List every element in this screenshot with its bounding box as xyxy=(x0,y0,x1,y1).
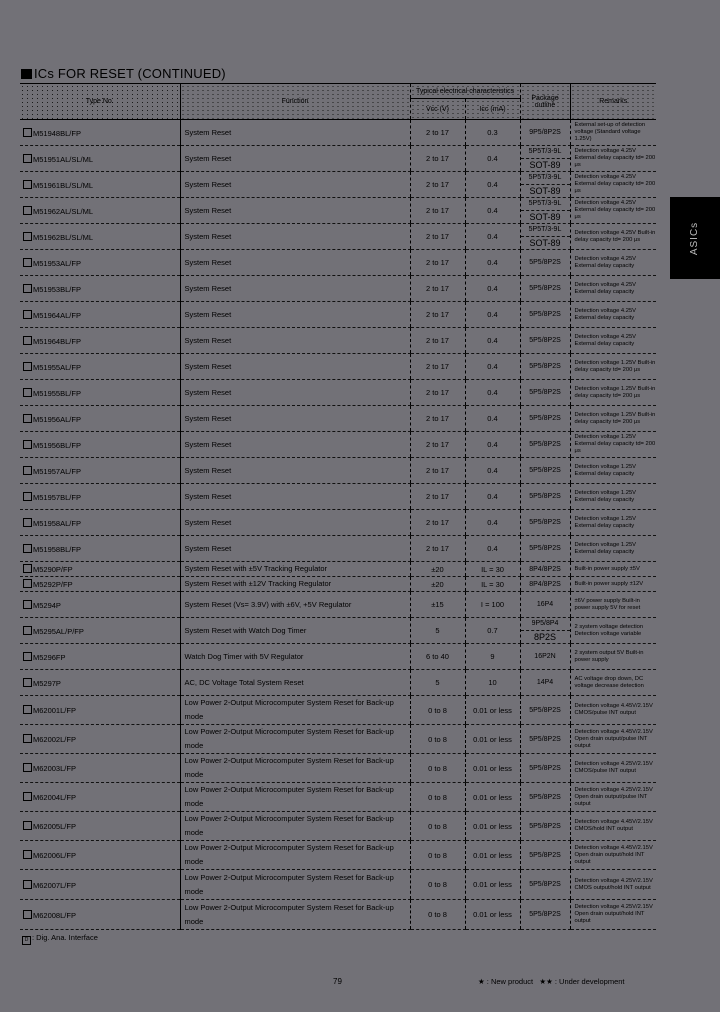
icc-cell: 0.4 xyxy=(465,224,520,250)
function-cell: System Reset xyxy=(180,224,410,250)
package-cell: 5P5/8P2S xyxy=(520,458,570,484)
package-cell: 5P5/8P2S xyxy=(520,812,570,841)
type-no-cell: M51953AL/FP xyxy=(20,250,180,276)
remarks-cell: Detection voltage 4.25V External delay capacity td= 200 μs xyxy=(570,172,656,198)
remarks-cell: Detection voltage 1.25V Built-in delay capacity td= 200 μs xyxy=(570,406,656,432)
function-cell: System Reset xyxy=(180,120,410,146)
package-cell: 5P5/8P2S xyxy=(520,783,570,812)
package-cell: 5P5/8P2S xyxy=(520,328,570,354)
product-status-icon xyxy=(23,626,32,635)
vcc-cell: 2 to 17 xyxy=(410,510,465,536)
table-row xyxy=(20,120,656,146)
remarks-cell: Detection voltage 1.25V External delay capacity xyxy=(570,484,656,510)
package-cell: 5P5T/3-9L SOT-89 xyxy=(520,146,570,172)
function-cell: Low Power 2-Output Microcomputer System Reset for Back-up mode xyxy=(180,900,410,930)
remarks-cell: Detection voltage 4.45V/2.15V Open drain output/pulse INT output xyxy=(570,725,656,754)
type-no-cell: M62006L/FP xyxy=(20,841,180,870)
header-remarks: Remarks xyxy=(570,84,656,120)
section-tab-asics[interactable]: ASICs xyxy=(670,197,720,279)
table-row xyxy=(20,618,656,644)
vcc-cell: 2 to 17 xyxy=(410,146,465,172)
product-status-icon xyxy=(23,336,32,345)
icc-cell: IL = 30 xyxy=(465,577,520,592)
package-cell: 9P5/8P2S xyxy=(520,120,570,146)
type-no-cell: M51957AL/FP xyxy=(20,458,180,484)
table-row xyxy=(20,198,656,224)
function-cell: System Reset xyxy=(180,380,410,406)
product-status-icon xyxy=(23,564,32,573)
table-row xyxy=(20,870,656,900)
function-cell: Low Power 2-Output Microcomputer System Reset for Back-up mode xyxy=(180,696,410,725)
vcc-cell: 2 to 17 xyxy=(410,224,465,250)
package-cell: 9P5/8P4 8P2S xyxy=(520,618,570,644)
type-no-cell: M51956AL/FP xyxy=(20,406,180,432)
page-title: ICs FOR RESET (CONTINUED) xyxy=(21,66,226,81)
table-row xyxy=(20,592,656,618)
icc-cell: 0.4 xyxy=(465,198,520,224)
function-cell: System Reset xyxy=(180,328,410,354)
type-no-cell: M62003L/FP xyxy=(20,754,180,783)
product-status-icon xyxy=(23,388,32,397)
icc-cell: 0.01 or less xyxy=(465,783,520,812)
vcc-cell: 0 to 8 xyxy=(410,870,465,900)
package-cell: 5P5/8P2S xyxy=(520,754,570,783)
type-no-cell: M5292P/FP xyxy=(20,577,180,592)
product-status-icon xyxy=(23,763,32,772)
remarks-cell: Detection voltage 1.25V External delay capacity xyxy=(570,536,656,562)
table-row xyxy=(20,900,656,930)
type-no-cell: M51951AL/SL/ML xyxy=(20,146,180,172)
vcc-cell: 6 to 40 xyxy=(410,644,465,670)
vcc-cell: 2 to 17 xyxy=(410,484,465,510)
package-cell: 5P5/8P2S xyxy=(520,302,570,328)
package-cell: 5P5/8P2S xyxy=(520,510,570,536)
header-package: Package outline xyxy=(520,84,570,120)
product-status-icon xyxy=(23,310,32,319)
table-row xyxy=(20,328,656,354)
icc-cell: 0.4 xyxy=(465,406,520,432)
header-type-no: Type No. xyxy=(20,84,180,120)
vcc-cell: 2 to 17 xyxy=(410,354,465,380)
remarks-cell: Detection voltage 4.25V/2.15V CMOS/pulse INT output xyxy=(570,754,656,783)
type-no-cell: M51962BL/SL/ML xyxy=(20,224,180,250)
type-no-cell: M51958AL/FP xyxy=(20,510,180,536)
function-cell: Watch Dog Timer with 5V Regulator xyxy=(180,644,410,670)
remarks-cell: Detection voltage 4.45V/2.15V CMOS/hold INT output xyxy=(570,812,656,841)
product-status-icon xyxy=(23,518,32,527)
product-status-icon xyxy=(23,734,32,743)
table-row xyxy=(20,146,656,172)
remarks-cell: Detection voltage 4.25V External delay capacity xyxy=(570,328,656,354)
type-no-cell: M5290P/FP xyxy=(20,562,180,577)
icc-cell: 0.4 xyxy=(465,484,520,510)
package-cell: 16P4 xyxy=(520,592,570,618)
reset-ic-table xyxy=(20,83,656,930)
type-no-cell: M62002L/FP xyxy=(20,725,180,754)
package-cell: 5P5T/3-9L SOT-89 xyxy=(520,224,570,250)
type-no-cell: M5297P xyxy=(20,670,180,696)
icc-cell: 0.3 xyxy=(465,120,520,146)
table-row xyxy=(20,783,656,812)
icc-cell: 0.4 xyxy=(465,354,520,380)
table-row xyxy=(20,812,656,841)
package-cell: 5P5/8P2S xyxy=(520,276,570,302)
function-cell: System Reset xyxy=(180,354,410,380)
icc-cell: 0.4 xyxy=(465,250,520,276)
product-status-icon xyxy=(23,466,32,475)
icc-cell: 10 xyxy=(465,670,520,696)
vcc-cell: 0 to 8 xyxy=(410,725,465,754)
function-cell: System Reset (Vs= 3.9V) with ±6V, +5V Regulator xyxy=(180,592,410,618)
legend-under-development: ★★ : Under development xyxy=(539,977,625,986)
type-no-cell: M51964AL/FP xyxy=(20,302,180,328)
package-cell: 5P5/8P2S xyxy=(520,696,570,725)
package-cell: 5P5/8P2S xyxy=(520,484,570,510)
type-no-cell: M51955BL/FP xyxy=(20,380,180,406)
vcc-cell: 0 to 8 xyxy=(410,783,465,812)
icc-cell: 0.4 xyxy=(465,146,520,172)
type-no-cell: M51953BL/FP xyxy=(20,276,180,302)
header-typical-characteristics: Typical electrical characteristics xyxy=(410,84,520,99)
remarks-cell: Detection voltage 4.25V External delay capacity td= 200 μs xyxy=(570,198,656,224)
type-no-cell: M51961BL/SL/ML xyxy=(20,172,180,198)
remarks-cell: Detection voltage 4.25V External delay capacity xyxy=(570,276,656,302)
type-no-cell: M5294P xyxy=(20,592,180,618)
function-cell: Low Power 2-Output Microcomputer System Reset for Back-up mode xyxy=(180,783,410,812)
product-status-icon xyxy=(23,414,32,423)
function-cell: System Reset xyxy=(180,484,410,510)
package-cell: 5P5T/3-9L SOT-89 xyxy=(520,198,570,224)
product-status-icon xyxy=(23,362,32,371)
type-no-cell: M51948BL/FP xyxy=(20,120,180,146)
page-number: 79 xyxy=(333,977,342,986)
table-row xyxy=(20,644,656,670)
table-row xyxy=(20,172,656,198)
table-row xyxy=(20,276,656,302)
function-cell: System Reset xyxy=(180,458,410,484)
product-status-icon xyxy=(23,232,32,241)
package-cell: 5P5/8P2S xyxy=(520,900,570,930)
table-row xyxy=(20,302,656,328)
remarks-cell: Built-in power supply ±12V xyxy=(570,577,656,592)
package-cell: 5P5/8P2S xyxy=(520,250,570,276)
table-body xyxy=(20,120,656,930)
function-cell: Low Power 2-Output Microcomputer System Reset for Back-up mode xyxy=(180,870,410,900)
vcc-cell: ±20 xyxy=(410,577,465,592)
header-vcc: Vcc (V) xyxy=(410,99,465,120)
function-cell: System Reset xyxy=(180,302,410,328)
product-status-icon xyxy=(23,206,32,215)
remarks-cell: Detection voltage 4.25V External delay capacity td= 200 μs xyxy=(570,146,656,172)
table-row xyxy=(20,250,656,276)
package-cell: 14P4 xyxy=(520,670,570,696)
remarks-cell: Detection voltage 1.25V External delay capacity xyxy=(570,458,656,484)
remarks-cell: Detection voltage 4.45V/2.15V CMOS/pulse INT output xyxy=(570,696,656,725)
vcc-cell: 2 to 17 xyxy=(410,406,465,432)
remarks-cell: Detection voltage 1.25V External delay capacity td= 200 μs xyxy=(570,432,656,458)
vcc-cell: 0 to 8 xyxy=(410,900,465,930)
table-row xyxy=(20,406,656,432)
vcc-cell: 2 to 17 xyxy=(410,250,465,276)
function-cell: Low Power 2-Output Microcomputer System Reset for Back-up mode xyxy=(180,841,410,870)
function-cell: System Reset with ±5V Tracking Regulator xyxy=(180,562,410,577)
package-cell: 5P5/8P2S xyxy=(520,354,570,380)
table-row xyxy=(20,484,656,510)
remarks-cell: Detection voltage 4.25V External delay capacity xyxy=(570,250,656,276)
table-row xyxy=(20,670,656,696)
type-no-cell: M5295AL/P/FP xyxy=(20,618,180,644)
icc-cell: 0.4 xyxy=(465,432,520,458)
icc-cell: 0.4 xyxy=(465,380,520,406)
vcc-cell: 0 to 8 xyxy=(410,696,465,725)
type-no-cell: M51964BL/FP xyxy=(20,328,180,354)
table-row xyxy=(20,696,656,725)
function-cell: System Reset with ±12V Tracking Regulator xyxy=(180,577,410,592)
vcc-cell: 2 to 17 xyxy=(410,302,465,328)
vcc-cell: 5 xyxy=(410,618,465,644)
product-status-icon xyxy=(23,821,32,830)
package-cell: 5P5/8P2S xyxy=(520,870,570,900)
icc-cell: 0.4 xyxy=(465,328,520,354)
function-cell: System Reset xyxy=(180,198,410,224)
table-row xyxy=(20,577,656,592)
table-row xyxy=(20,458,656,484)
type-no-cell: M51957BL/FP xyxy=(20,484,180,510)
product-status-icon xyxy=(23,880,32,889)
icc-cell: IL = 30 xyxy=(465,562,520,577)
vcc-cell: 2 to 17 xyxy=(410,198,465,224)
vcc-cell: 0 to 8 xyxy=(410,841,465,870)
type-no-cell: M62001L/FP xyxy=(20,696,180,725)
product-status-icon xyxy=(23,128,32,137)
table-row xyxy=(20,841,656,870)
icc-cell: 0.01 or less xyxy=(465,841,520,870)
package-cell: 16P2N xyxy=(520,644,570,670)
vcc-cell: 2 to 17 xyxy=(410,328,465,354)
product-status-icon xyxy=(23,600,32,609)
remarks-cell: Detection voltage 1.25V Built-in delay capacity td= 200 μs xyxy=(570,380,656,406)
icc-cell: 0.4 xyxy=(465,172,520,198)
vcc-cell: ±15 xyxy=(410,592,465,618)
icc-cell: 0.7 xyxy=(465,618,520,644)
table-row xyxy=(20,354,656,380)
function-cell: System Reset xyxy=(180,510,410,536)
function-cell: Low Power 2-Output Microcomputer System Reset for Back-up mode xyxy=(180,725,410,754)
function-cell: System Reset xyxy=(180,172,410,198)
type-no-cell: M51958BL/FP xyxy=(20,536,180,562)
icc-cell: 0.4 xyxy=(465,302,520,328)
vcc-cell: 0 to 8 xyxy=(410,812,465,841)
type-no-cell: M51962AL/SL/ML xyxy=(20,198,180,224)
icc-cell: 0.4 xyxy=(465,510,520,536)
function-cell: System Reset xyxy=(180,536,410,562)
footnote: D : Dig. Ana. Interface xyxy=(22,933,98,945)
package-cell: 8P4/8P2S xyxy=(520,577,570,592)
function-cell: Low Power 2-Output Microcomputer System Reset for Back-up mode xyxy=(180,754,410,783)
icc-cell: 9 xyxy=(465,644,520,670)
type-no-cell: M51956BL/FP xyxy=(20,432,180,458)
icc-cell: 0.01 or less xyxy=(465,725,520,754)
table-row xyxy=(20,536,656,562)
icc-cell: 0.01 or less xyxy=(465,696,520,725)
remarks-cell: AC voltage drop down, DC voltage decrease detection xyxy=(570,670,656,696)
remarks-cell: ±6V power supply Built-in power supply 5V for reset xyxy=(570,592,656,618)
icc-cell: 0.4 xyxy=(465,458,520,484)
type-no-cell: M62005L/FP xyxy=(20,812,180,841)
header-icc: Icc (mA) xyxy=(465,99,520,120)
product-status-icon xyxy=(23,258,32,267)
product-status-icon xyxy=(23,910,32,919)
function-cell: System Reset xyxy=(180,406,410,432)
table-row xyxy=(20,224,656,250)
icc-cell: I = 100 xyxy=(465,592,520,618)
function-cell: System Reset xyxy=(180,432,410,458)
icc-cell: 0.01 or less xyxy=(465,812,520,841)
legend-new-product: ★ : New product xyxy=(478,977,534,986)
remarks-cell: 2 system voltage detection Detection voltage variable xyxy=(570,618,656,644)
package-cell: 5P5/8P2S xyxy=(520,380,570,406)
package-cell: 5P5/8P2S xyxy=(520,432,570,458)
table-row xyxy=(20,754,656,783)
vcc-cell: 2 to 17 xyxy=(410,276,465,302)
product-status-icon xyxy=(23,154,32,163)
remarks-cell: External set-up of detection voltage (Standard voltage 1.25V) xyxy=(570,120,656,146)
remarks-cell: 2 system output 5V Built-in power supply xyxy=(570,644,656,670)
type-no-cell: M5296FP xyxy=(20,644,180,670)
product-status-icon xyxy=(23,678,32,687)
package-cell: 5P5/8P2S xyxy=(520,406,570,432)
table-row xyxy=(20,380,656,406)
product-status-icon xyxy=(23,705,32,714)
product-status-icon xyxy=(23,652,32,661)
section-bullet-icon xyxy=(21,69,32,79)
remarks-cell: Detection voltage 4.25V/2.15V Open drain output/pulse INT output xyxy=(570,783,656,812)
icc-cell: 0.4 xyxy=(465,276,520,302)
remarks-cell: Detection voltage 4.25V Built-in delay capacity td= 200 μs xyxy=(570,224,656,250)
icc-cell: 0.01 or less xyxy=(465,870,520,900)
vcc-cell: 2 to 17 xyxy=(410,432,465,458)
icc-cell: 0.01 or less xyxy=(465,754,520,783)
product-status-icon xyxy=(23,850,32,859)
function-cell: AC, DC Voltage Total System Reset xyxy=(180,670,410,696)
table-row xyxy=(20,725,656,754)
remarks-cell: Detection voltage 1.25V External delay capacity xyxy=(570,510,656,536)
product-status-icon xyxy=(23,492,32,501)
function-cell: System Reset xyxy=(180,276,410,302)
dig-ana-interface-icon: D xyxy=(22,936,31,945)
product-status-icon xyxy=(23,579,32,588)
product-status-icon xyxy=(23,440,32,449)
header-function: Function xyxy=(180,84,410,120)
remarks-cell: Detection voltage 4.45V/2.15V Open drain output/hold INT output xyxy=(570,841,656,870)
type-no-cell: M62007L/FP xyxy=(20,870,180,900)
package-cell: 8P4/8P2S xyxy=(520,562,570,577)
table-row xyxy=(20,510,656,536)
product-status-icon xyxy=(23,284,32,293)
icc-cell: 0.4 xyxy=(465,536,520,562)
vcc-cell: 2 to 17 xyxy=(410,458,465,484)
remarks-cell: Detection voltage 4.25V/2.15V CMOS output/hold INT output xyxy=(570,870,656,900)
legend xyxy=(478,977,625,986)
package-cell: 5P5T/3-9L SOT-89 xyxy=(520,172,570,198)
vcc-cell: 2 to 17 xyxy=(410,120,465,146)
table-row xyxy=(20,432,656,458)
vcc-cell: 0 to 8 xyxy=(410,754,465,783)
product-status-icon xyxy=(23,544,32,553)
vcc-cell: 2 to 17 xyxy=(410,380,465,406)
vcc-cell: 2 to 17 xyxy=(410,536,465,562)
vcc-cell: ±20 xyxy=(410,562,465,577)
type-no-cell: M51955AL/FP xyxy=(20,354,180,380)
product-status-icon xyxy=(23,792,32,801)
icc-cell: 0.01 or less xyxy=(465,900,520,930)
function-cell: System Reset with Watch Dog Timer xyxy=(180,618,410,644)
vcc-cell: 2 to 17 xyxy=(410,172,465,198)
function-cell: System Reset xyxy=(180,250,410,276)
package-cell: 5P5/8P2S xyxy=(520,725,570,754)
type-no-cell: M62008L/FP xyxy=(20,900,180,930)
package-cell: 5P5/8P2S xyxy=(520,536,570,562)
remarks-cell: Detection voltage 1.25V Built-in delay capacity td= 200 μs xyxy=(570,354,656,380)
product-status-icon xyxy=(23,180,32,189)
function-cell: System Reset xyxy=(180,146,410,172)
table-row xyxy=(20,562,656,577)
remarks-cell: Built-in power supply ±5V xyxy=(570,562,656,577)
remarks-cell: Detection voltage 4.25V External delay capacity xyxy=(570,302,656,328)
type-no-cell: M62004L/FP xyxy=(20,783,180,812)
vcc-cell: 5 xyxy=(410,670,465,696)
package-cell: 5P5/8P2S xyxy=(520,841,570,870)
function-cell: Low Power 2-Output Microcomputer System Reset for Back-up mode xyxy=(180,812,410,841)
remarks-cell: Detection voltage 4.25V/2.15V Open drain output/hold INT output xyxy=(570,900,656,930)
